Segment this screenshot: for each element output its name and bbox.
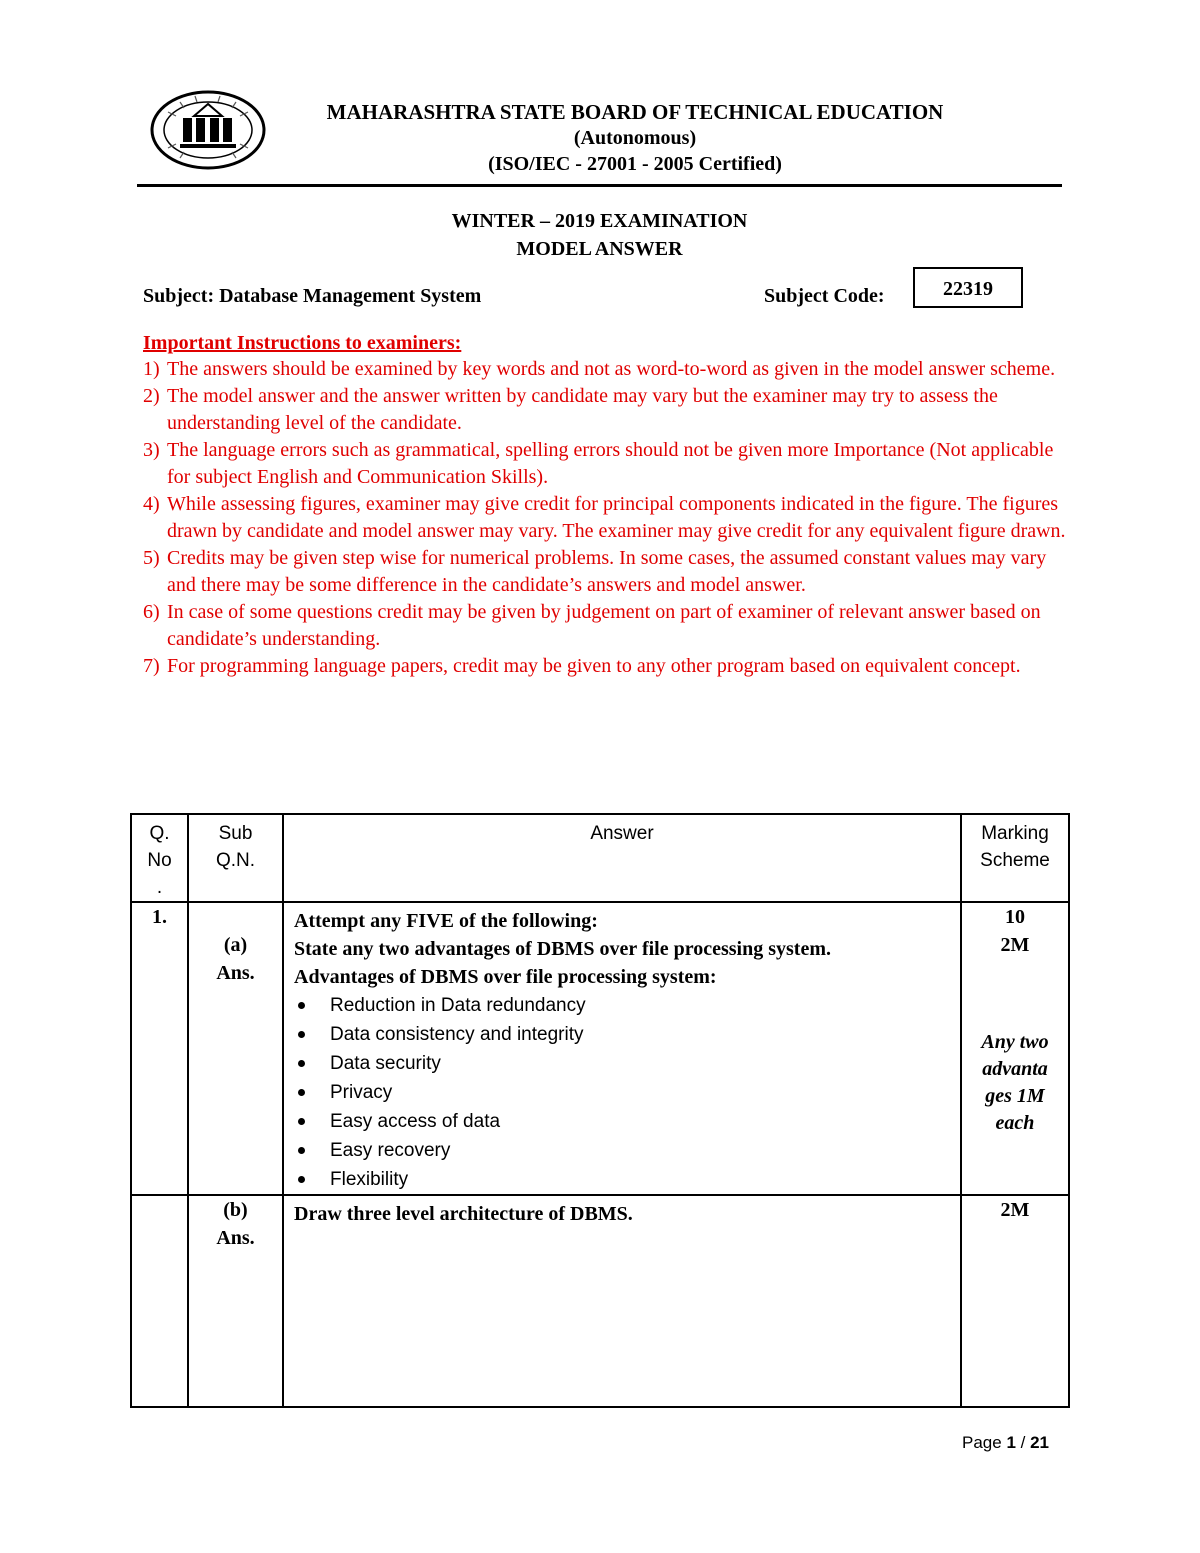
subject-code-box: 22319 [913,267,1023,308]
marking-note: Any two advanta ges 1M each [981,1031,1049,1134]
instruction-item: 2) The model answer and the answer written by candidate may vary but the examiner may try to assess the understanding level of the candidate. [143,385,998,434]
instruction-item: 3) The language errors such as grammatical, spelling errors should not be given more Importance (Not applicable for subject English and Communication Skills). [143,439,1054,488]
subject-code-label: Subject Code: [764,285,885,307]
q-number [131,1195,188,1407]
instruction-item: 5) Credits may be given step wise for numerical problems. In some cases, the assumed constant values may vary and there may be some difference in the candidate’s answers and model answer. [143,547,1047,596]
instructions-section [143,330,1073,680]
list-item: Data security [294,1049,950,1078]
question-text: State any two advantages of DBMS over file processing system. [294,938,832,960]
board-status: (Autonomous) [573,127,697,149]
header-sub-qn: Sub Q.N. [188,814,283,902]
q-number: 1. [131,902,188,1195]
sub-question: (a) Ans. [188,902,283,1195]
question-instruction: Attempt any FIVE of the following: [294,910,598,932]
header-answer: Answer [283,814,961,902]
answer-cell [283,902,961,1195]
header-marking-scheme: Marking Scheme [961,814,1069,902]
instruction-item: 7) For programming language papers, credit may be given to any other program based on equivalent concept. [143,655,1021,677]
marking-cell: 10 2M Any two advanta ges 1M each [961,902,1069,1195]
header-divider [137,184,1062,187]
marking-cell: 2M [961,1195,1069,1407]
exam-subtitle: MODEL ANSWER [516,238,683,260]
instruction-item: 1) The answers should be examined by key words and not as word-to-word as given in the model answer scheme. [143,358,1056,380]
list-item: Flexibility [294,1165,950,1194]
exam-title: WINTER – 2019 EXAMINATION [451,210,748,232]
sub-question: (b) Ans. [188,1195,283,1407]
answer-table [130,813,1070,1408]
header-q-no: Q. No . [131,814,188,902]
board-name: MAHARASHTRA STATE BOARD OF TECHNICAL EDUCATION [326,100,944,124]
table-row [131,1195,1069,1407]
instruction-item: 6) In case of some questions credit may be given by judgement on part of examiner of relevant answer based on candidate’s understanding. [143,601,1041,650]
instruction-item: 4) While assessing figures, examiner may give credit for principal components indicated in the figure. The figures drawn by candidate and model answer may vary. The examiner may give credit for any equivalent figure drawn. [143,493,1066,542]
list-item: Data consistency and integrity [294,1020,950,1049]
list-item: Privacy [294,1078,950,1107]
subject-name: Subject: Database Management System [143,285,482,307]
board-certification: (ISO/IEC - 27001 - 2005 Certified) [488,153,782,175]
table-header-row [131,814,1069,902]
list-item: Reduction in Data redundancy [294,991,950,1020]
list-item: Easy access of data [294,1107,950,1136]
advantages-list [294,991,950,1194]
page-number: Page 1 / 21 [962,1433,1049,1452]
table-row [131,902,1069,1195]
list-item: Easy recovery [294,1136,950,1165]
answer-heading: Advantages of DBMS over file processing system: [294,966,717,988]
question-text: Draw three level architecture of DBMS. [294,1203,633,1225]
instructions-title: Important Instructions to examiners: [143,332,462,354]
answer-cell [283,1195,961,1407]
